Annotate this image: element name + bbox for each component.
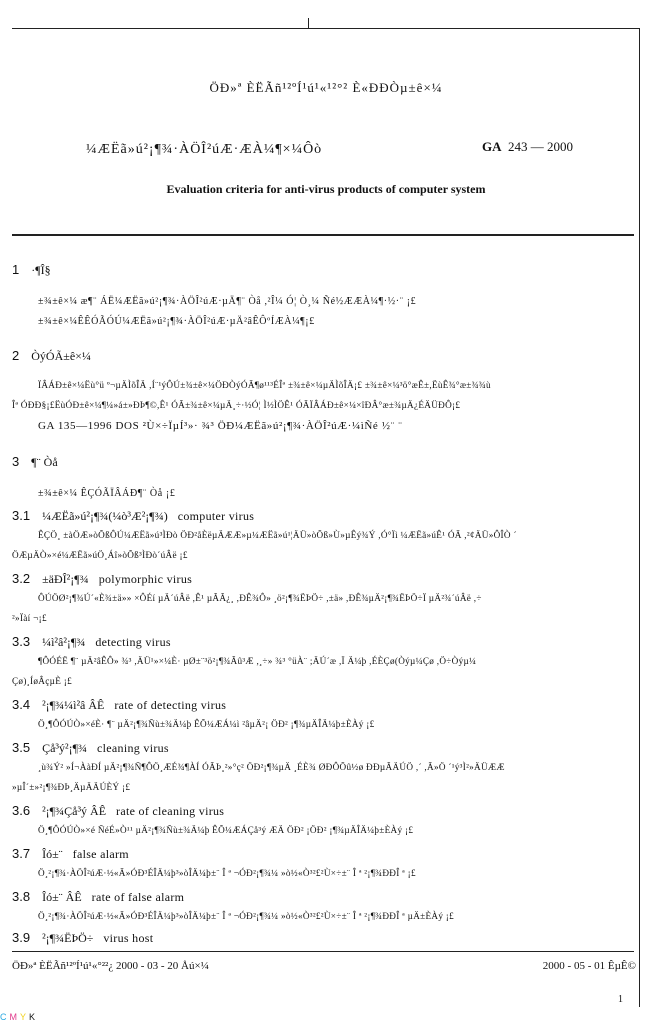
reference-standard: GA 135—1996 DOS ²Ù×÷ÏµÍ³»· ¾³ ÖÐ¼ÆËã»ú²¡¶¾·ÀÖÎ²úÆ·¼ìÑé ½¨ ¨ xyxy=(38,420,403,432)
paragraph-line: Çø)¸ÍøÂçµÈ ¡£ xyxy=(12,676,72,686)
paragraph-line: Ö¸²¡¶¾·ÀÖÎ²úÆ·½«Ã»ÓÐ³ÉÎÄ¼þ³»òÎÄ¼þ±¨ Î ª ¬ÓÐ²¡¶¾¼ »ò½«Ò³²£²Ù×÷±¨ Î ª ²¡¶¾ÐÐÎ ª ¡£ xyxy=(38,868,416,878)
definition-heading: 3.8 Îó±¨ ÂÊ rate of false alarm xyxy=(12,889,185,904)
definition-heading: 3.1 ¼ÆËã»ú²¡¶¾(¼ò³Æ²¡¶¾) computer virus xyxy=(12,508,255,523)
paragraph-line: ÔÚÖØ²¡¶¾Ú´«È¾±ä»» ×ÔÉí µÄ´úÂë ,Ê¹ µÃÃ¿¸ ,ÐÊ¾Ô» ¸ö²¡¶¾ËÞÖ÷ ,±ä» ,ÐÊ¾µÄ²¡¶¾ËÞÖ÷Ï µÄ²¾´úÂë ,÷ xyxy=(38,593,482,603)
document-title-cn: ¼ÆËã»ú²¡¶¾·ÀÖÎ²úÆ·ÆÀ¼¶×¼Ôò xyxy=(86,142,323,157)
definition-heading: 3.4 ²¡¶¾¼ì²â ÂÊ rate of detecting virus xyxy=(12,697,227,712)
standard-code-prefix: GA xyxy=(482,139,502,154)
paragraph-line: »µÎ´±»²¡¶¾ÐÞ¸ÄµÄÄÚÈÝ ¡£ xyxy=(12,782,131,792)
paragraph-line: ²»Ïàí ¬¡£ xyxy=(12,613,47,623)
page-frame-tick xyxy=(308,18,309,28)
definition-heading: 3.9 ²¡¶¾ËÞÖ÷ virus host xyxy=(12,930,153,948)
standard-code xyxy=(482,139,573,155)
document-title-en: Evaluation criteria for anti-virus products of computer system xyxy=(166,182,486,196)
publisher-line: ÖÐ»ª ÈËÃñ¹²ºÍ¹ú¹«¹²°² È«ÐÐÒµ±ê×¼ xyxy=(209,80,443,95)
paragraph-line: Ö¸¶ÔÓÚÒ»×é ÑéÉ»Ò¹¹ µÄ²¡¶¾Ñù±¾Ä¼þ ÊÕ¼ÆÁÇå³ý ÆÄ ÖÐ² ¡ÖÐ² ¡¶¾µÄÎÄ¼þ±ÈÀý ¡£ xyxy=(38,825,414,835)
definition-heading: 3.6 ²¡¶¾Çå³ý ÂÊ rate of cleaning virus xyxy=(12,803,225,818)
definition-heading: 3.3 ¼ì²â²¡¶¾ detecting virus xyxy=(12,634,171,649)
cmyk-m-mark: M xyxy=(9,1012,17,1022)
approval-date: ÖÐ»ª ÈËÃñ¹²ºÍ¹ú¹«°²²¿ 2000 - 03 - 20 Åú×¼ xyxy=(12,960,209,972)
section-heading: 2 ÒýÓÃ±ê×¼ xyxy=(12,348,91,363)
implementation-date: 2000 - 05 - 01 ÊµÊ© xyxy=(542,960,636,972)
page-number: 1 xyxy=(618,994,623,1005)
cmyk-color-bar xyxy=(0,1012,38,1022)
paragraph-line: Îª ÓÐÐ§¡£ËùÓÐ±ê×¼¶¼»á±»ÐÞ¶©,Ê¹ ÓÃ±¾±ê×¼µÄ¸÷·½Ó¦ Ì½ÌÖÊ¹ ÓÃÏÂÁÐ±ê×¼×îÐÂ°æ±¾µÄ¿ÉÄÜÐÔ¡£ xyxy=(12,400,461,410)
paragraph-line: ¸ù¾Ý² »Í¬ÀàÐÍ µÄ²¡¶¾Ñ¶ÔÖ¸ÆÉ¾¶ÀÍ ÓÃÞ¸²»°ç² ÖÐ²¡¶¾µÄ ¸ÉÈ¾ ØÐÔÕû½ø ÐÐµÃÄÚÖ ,´ ,Ã»Ö ´¹ý³Ì²»ÄÜÆÆ xyxy=(38,762,505,772)
paragraph-line: ¶ÔÓÉË ¶¨ µÄ²âÊÔ» ¾³ ,ÄÜ¹»×¼È· µØ±¨³ö²¡¶¾Ãû³Æ ,¸÷» ¾³ °üÀ¨ ;ÄÚ´æ ,Ï Ä¼þ ,ÉÈÇø(Òýµ¼Çø ,Ö÷Òýµ¼ xyxy=(38,656,477,666)
paragraph-line: ÊÇÖ¸ ±àÖÆ»òÕßÔÚ¼ÆËã»ú³ÌÐò ÖÐ²åÈëµÄÆÆ»µ¼ÆËã»ú¹¦ÄÜ»òÕß»Ù»µÊý¾Ý ,Ó°Ïì ¼ÆËã»úÊ¹ ÓÃ ,²¢ÄÜ»ÔÎÒ ´ xyxy=(38,530,517,540)
definition-heading: 3.7 Îó±¨ false alarm xyxy=(12,846,129,861)
paragraph-line: ÖÆµÄÒ»×é¼ÆËã»úÖ¸Áî»òÕß³ÌÐò´úÂë ¡£ xyxy=(12,550,188,560)
paragraph-line: ±¾±ê×¼ ÊÇÓÃÏÂÁÐ¶¨ Òå ¡£ xyxy=(38,488,176,499)
paragraph-line: ÏÂÁÐ±ê×¼Ëù°ü º¬µÄÌõÎÄ ,Í¨¹ýÔÚ±¾±ê×¼ÖÐÒýÓÃ¶ø¹¹³ÉÎª ±¾±ê×¼µÄÌõÎÄ¡£ ±¾±ê×¼³ö°æÊ±,ËùÊ¾°æ±¾¾ù xyxy=(38,380,491,390)
cmyk-k-mark: K xyxy=(29,1012,36,1022)
header-rule xyxy=(12,234,634,236)
paragraph-line: ±¾±ê×¼ æ¶¨ ÁË¼ÆËã»ú²¡¶¾·ÀÖÎ²úÆ·µÄ¶¨ Òå ,²Î¼ Ó¦ Ò¸¼ Ñé½ÆÆÀ¼¶·½·¨ ¡£ xyxy=(38,296,417,307)
paragraph-line: ±¾±ê×¼ÊÊÓÃÓÚ¼ÆËã»ú²¡¶¾·ÀÖÎ²úÆ·µÄ²âÊÔºÍÆÀ¼¶¡£ xyxy=(38,316,315,327)
cmyk-c-mark: C xyxy=(0,1012,7,1022)
footer-rule xyxy=(12,951,634,952)
definition-heading: 3.2 ±äÐÎ²¡¶¾ polymorphic virus xyxy=(12,571,193,586)
paragraph-line: Ö¸²¡¶¾·ÀÖÎ²úÆ·½«Ã»ÓÐ³ÉÎÄ¼þ³»òÎÄ¼þ±¨ Î ª ¬ÓÐ²¡¶¾¼ »ò½«Ò³²£²Ù×÷±¨ Î ª ²¡¶¾ÐÐÎ ª µÄ±ÈÀý ¡£ xyxy=(38,911,455,921)
section-heading: 3 ¶¨ Òå xyxy=(12,454,58,469)
cmyk-y-mark: Y xyxy=(20,1012,27,1022)
definition-heading: 3.5 Çå³ý²¡¶¾ cleaning virus xyxy=(12,740,169,755)
standard-code-number: 243 — 2000 xyxy=(508,139,573,154)
section-heading: 1 ·¶Î§ xyxy=(12,262,51,277)
paragraph-line: Ö¸¶ÔÓÚÒ»×éÈ· ¶¨ µÄ²¡¶¾Ñù±¾Ä¼þ ÊÕ¼ÆÁ¼ì ²âµÄ²¡ ÖÐ² ¡¶¾µÄÎÄ¼þ±ÈÀý ¡£ xyxy=(38,719,375,729)
